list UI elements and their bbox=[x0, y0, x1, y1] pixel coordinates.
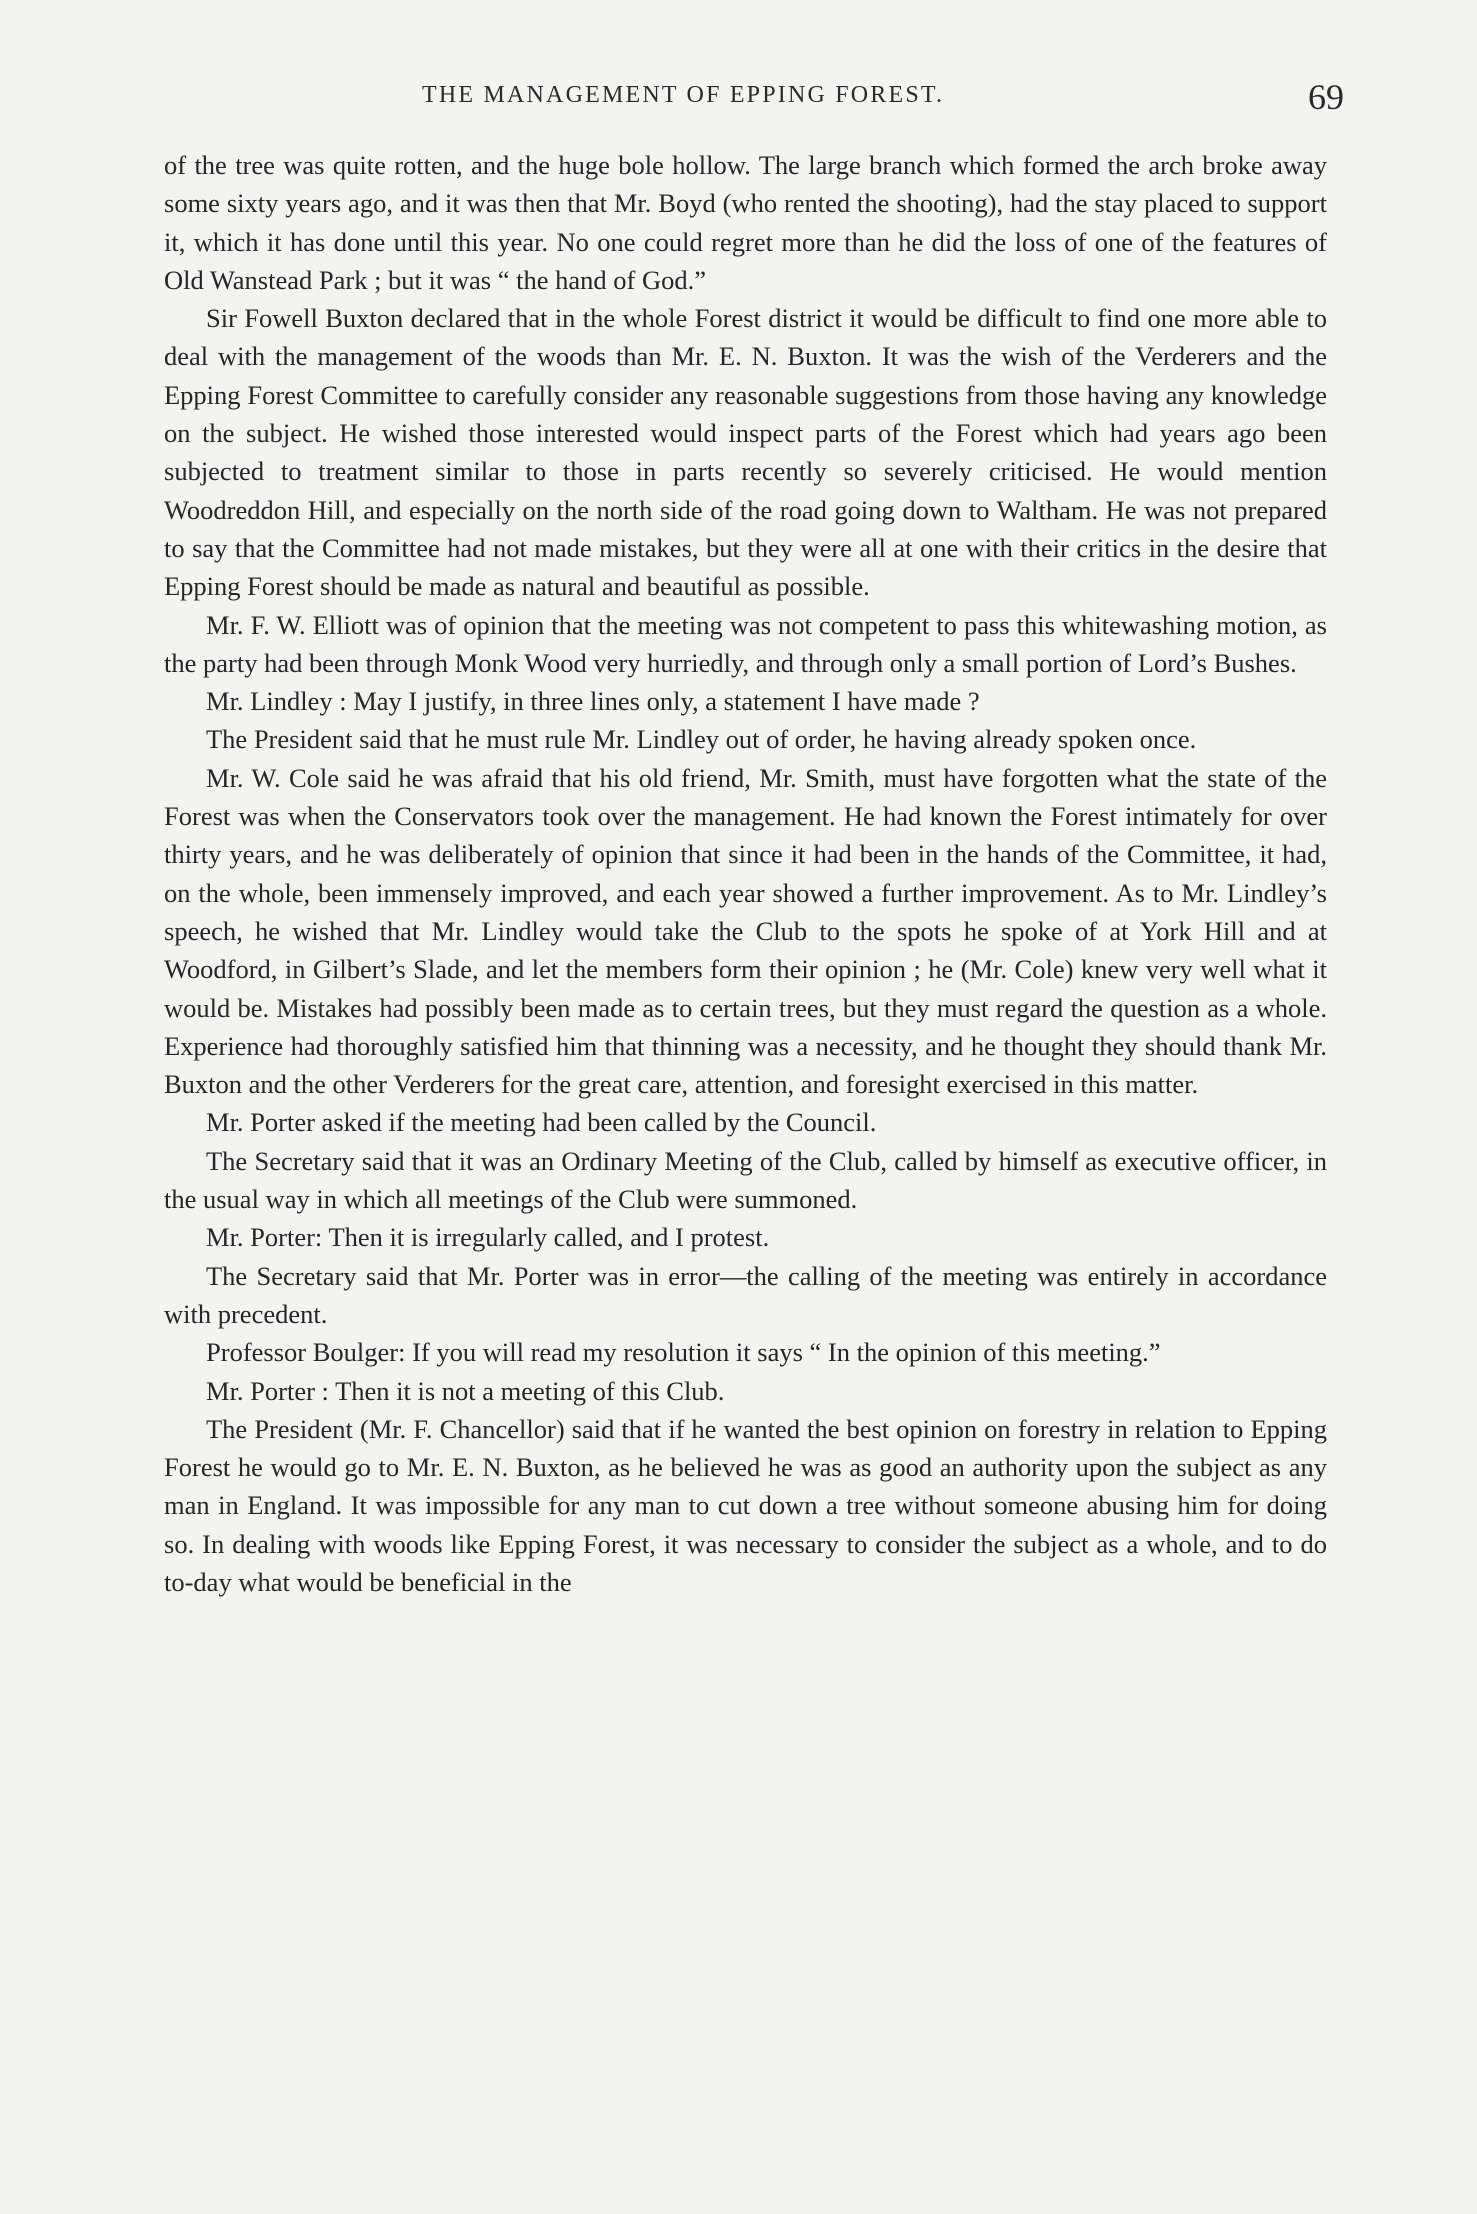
running-title: THE MANAGEMENT OF EPPING FOREST. bbox=[422, 82, 945, 108]
page-number: 69 bbox=[1308, 77, 1344, 117]
running-head bbox=[162, 78, 1352, 128]
paragraph-continued: of the tree was quite rotten, and the huge bole hollow. The large branch which formed the arch broke away some sixty years ago, and it was then that Mr. Boyd (who rented the shooting), had the stay placed to support it, which it has done until this year. No one could regret more than he did the loss of one of the features of Old Wanstead Park ; but it was “ the hand of God.” bbox=[164, 150, 1327, 295]
body-text bbox=[164, 146, 1327, 1601]
paragraph-lindley: Mr. Lindley : May I justify, in three lines only, a statement I have made ? bbox=[206, 686, 980, 717]
paragraph-boulger: Professor Boulger: If you will read my resolution it says “ In the opinion of this meeting.” bbox=[206, 1337, 1161, 1368]
paragraph-secretary-precedent: The Secretary said that Mr. Porter was in error—the calling of the meeting was entirely in accordance with precedent. bbox=[164, 1260, 1327, 1329]
paragraph-porter-question: Mr. Porter asked if the meeting had been called by the Council. bbox=[206, 1107, 877, 1138]
paragraph-president-ruling: The President said that he must rule Mr. Lindley out of order, he having already spoken once. bbox=[206, 724, 1197, 755]
paragraph-buxton-declaration: Sir Fowell Buxton declared that in the whole Forest district it would be difficult to find one more able to deal with the management of the woods than Mr. E. N. Buxton. It was the wish of the Verderers and the Epping Forest Committee to carefully consider any reasonable suggestions from those having any knowledge on the subject. He wished those interested would inspect parts of the Forest which had years ago been subjected to treatment similar to those in parts recently so severely criticised. He would mention Woodreddon Hill, and especially on the north side of the road going down to Waltham. He was not prepared to say that the Committee had not made mistakes, but they were all at one with their critics in the desire that Epping Forest should be made as natural and beautiful as possible. bbox=[164, 303, 1327, 602]
paragraph-secretary-reply: The Secretary said that it was an Ordinary Meeting of the Club, called by himself as executive officer, in the usual way in which all meetings of the Club were summoned. bbox=[164, 1145, 1327, 1215]
paragraph-president-chancellor: The President (Mr. F. Chancellor) said that if he wanted the best opinion on forestry in relation to Epping Forest he would go to Mr. E. N. Buxton, as he believed he was as good an authority upon the subject as any man in England. It was impossible for any man to cut down a tree without someone abusing him for doing so. In dealing with woods like Epping Forest, it was necessary to consider the subject as a whole, and to do to-day what would be beneficial in the bbox=[164, 1413, 1327, 1597]
paragraph-elliott: Mr. F. W. Elliott was of opinion that the meeting was not competent to pass this whitewashing motion, as the party had been through Monk Wood very hurriedly, and through only a small portion of Lord’s Bushes. bbox=[164, 609, 1327, 678]
paragraph-porter-not-meeting: Mr. Porter : Then it is not a meeting of this Club. bbox=[206, 1375, 725, 1406]
paragraph-porter-protest: Mr. Porter: Then it is irregularly called, and I protest. bbox=[206, 1222, 770, 1253]
paragraph-cole: Mr. W. Cole said he was afraid that his old friend, Mr. Smith, must have forgotten what the state of the Forest was when the Conservators took over the management. He had known the Forest intimately for over thirty years, and he was deliberately of opinion that since it had been in the hands of the Committee, it had, on the whole, been immensely improved, and each year showed a further improvement. As to Mr. Lindley’s speech, he wished that Mr. Lindley would take the Club to the spots he spoke of at York Hill and at Woodford, in Gilbert’s Slade, and let the members form their opinion ; he (Mr. Cole) knew very well what it would be. Mistakes had possibly been made as to certain trees, but they must regard the question as a whole. Experience had thoroughly satisfied him that thinning was a necessity, and he thought they should thank Mr. Buxton and the other Verderers for the great care, attention, and foresight exercised in this matter. bbox=[164, 762, 1327, 1100]
